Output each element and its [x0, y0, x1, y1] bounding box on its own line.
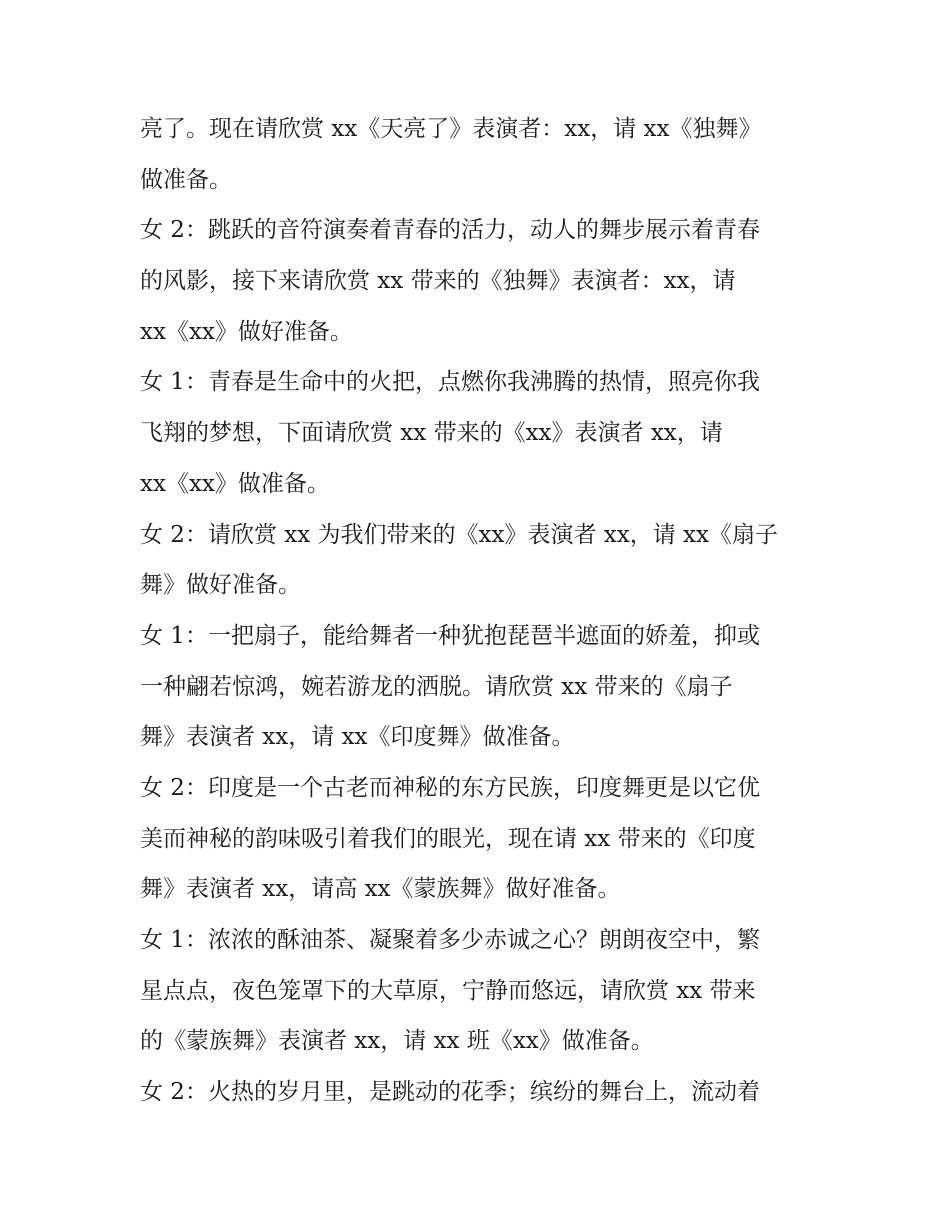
- text-line: 做准备。: [140, 166, 232, 193]
- text-line: 舞》做好准备。: [140, 572, 301, 599]
- text-line: 亮了。现在请欣赏 xx《天亮了》表演者：xx，请 xx《独舞》: [140, 116, 762, 142]
- text-line: xx《xx》做好准备。: [140, 318, 353, 345]
- text-line: 的《蒙族舞》表演者 xx，请 xx 班《xx》做准备。: [140, 1028, 654, 1055]
- text-line: 舞》表演者 xx，请高 xx《蒙族舞》做好准备。: [140, 876, 621, 903]
- document-body: [140, 104, 820, 1118]
- text-line: 星点点，夜色笼罩下的大草原，宁静而悠远，请欣赏 xx 带来: [140, 977, 756, 1004]
- text-line: 女 1：浓浓的酥油茶、凝聚着多少赤诚之心？朗朗夜空中，繁: [140, 927, 760, 953]
- text-line: 女 2：跳跃的音符演奏着青春的活力，动人的舞步展示着青春: [140, 217, 760, 244]
- text-line: 舞》表演者 xx，请 xx《印度舞》做准备。: [140, 724, 575, 751]
- text-line: 女 1：一把扇子，能给舞者一种犹抱琵琶半遮面的娇羞，抑或: [140, 622, 760, 649]
- text-line: 飞翔的梦想，下面请欣赏 xx 带来的《xx》表演者 xx，请: [140, 420, 723, 447]
- text-line: 女 2：印度是一个古老而神秘的东方民族，印度舞更是以它优: [140, 774, 760, 801]
- text-line: 女 2：请欣赏 xx 为我们带来的《xx》表演者 xx，请 xx《扇子: [140, 521, 778, 548]
- text-line: 女 2：火热的岁月里，是跳动的花季；缤纷的舞台上，流动着: [140, 1079, 760, 1106]
- text-line: 一种翩若惊鸿，婉若游龙的洒脱。请欣赏 xx 带来的《扇子: [140, 673, 733, 700]
- text-line: 女 1：青春是生命中的火把，点燃你我沸腾的热情，照亮你我: [140, 369, 760, 396]
- text-line: 的风影，接下来请欣赏 xx 带来的《独舞》表演者：xx，请: [140, 268, 736, 295]
- text-line: xx《xx》做准备。: [140, 470, 330, 497]
- text-line: 美而神秘的韵味吸引着我们的眼光，现在请 xx 带来的《印度: [140, 825, 756, 852]
